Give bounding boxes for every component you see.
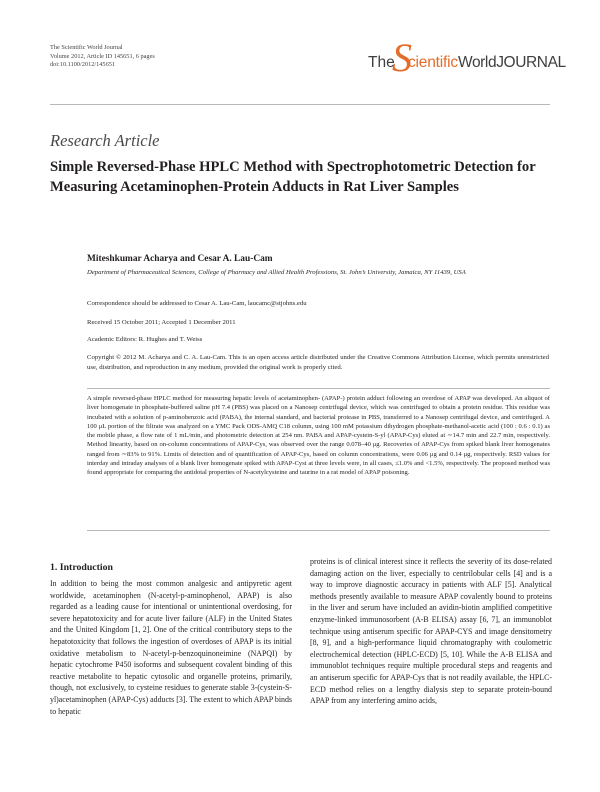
- journal-name: The Scientific World Journal: [50, 44, 123, 51]
- abstract-top-divider: [87, 388, 550, 389]
- section-title: 1. Introduction: [50, 562, 113, 573]
- copyright: Copyright © 2012 M. Acharya and C. A. Lau-Cam. This is an open access article distributed under the Creative Commons Attribution License, which permits unrestricted use, distribution, and reproduction in any medium, provided the original work is properly cited.: [87, 354, 549, 371]
- abstract-bottom-divider: [87, 530, 550, 531]
- journal-doi: doi:10.1100/2012/145651: [50, 61, 116, 69]
- correspondence: Correspondence should be addressed to Cesar A. Lau-Cam, laucamc@stjohns.edu: [87, 300, 307, 307]
- introduction-column-1: In addition to being the most common analgesic and antipyretic agent worldwide, acetaminophen (N-acetyl-p-aminophenol, APAP) is also regarded as a leading cause for intentional or unintentional overdosing, for severe hepatotoxicity and for acute liver failure (ALF) in the United States and the United Kingdom [1, 2]. One of the critical contributory steps to the hepatotoxicity that follows the ingestion of overdoses of APAP is its initial oxidative metabolism to N-acetyl-p-benzoquinoneimine (NAPQI) by hepatic cytochrome P450 isoforms and subsequent covalent binding of this reactive metabolite to hepatic cytosolic and organelle proteins, primarily, though, not exclusively, to cysteine residues to generate stable 3-(cystein-S-yl)acetaminophen (APAP-Cys) adducts [3]. The extent to which APAP binds to hepatic: [50, 579, 292, 716]
- header-divider: [50, 104, 550, 105]
- introduction-column-2: proteins is of clinical interest since it reflects the severity of its dose-related damaging action on the liver, especially to centrilobular cells [4] and is a way to improve diagnostic accuracy in patients with ALF [5]. Analytical methods presently available to measure APAP covalently bound to proteins in the liver and serum have included an avidin-biotin amplified competitive enzyme-linked immunosorbent (A-B ELISA) assay [6, 7], an immunoblot technique using antiserum specific for APAP-CYS and image densitometry [8, 9], and a high-performance liquid chromatography with coulometric electrochemical detection (HPLC-ECD) [5, 10]. While the A-B ELISA and immunoblot techniques require multiple procedural steps and reagents and an antiserum specific for APAP-Cys that is not readily available, the HPLC-ECD method relies on a lengthy dialysis step to separate protein-bound APAP from any interfering amino acids,: [310, 557, 552, 706]
- received-dates: Received 15 October 2011; Accepted 1 December 2011: [87, 319, 236, 326]
- article-type: Research Article: [50, 131, 160, 150]
- logo-s: S: [392, 35, 412, 80]
- logo-the: The: [368, 54, 395, 71]
- paper-title: Simple Reversed-Phase HPLC Method with Spectrophotometric Detection for Measuring Acetaminophen-Protein Adducts in Rat Liver Samples: [50, 159, 536, 195]
- abstract: A simple reversed-phase HPLC method for measuring hepatic levels of acetaminophen- (APAP-) protein adduct following an overdose of APAP was developed. An aliquot of liver homogenate in phosphate-buffered saline pH 7.4 (PBS) was placed on a Nanosep centrifugal device, which was centrifuged to obtain a protein residue. This residue was incubated with a solution of p-aminobenzoic acid (PABA), the internal standard, and bacterial protease in PBS, transferred to a Nanosep centrifugal device, and centrifuged. A 100 μL portion of the filtrate was analyzed on a YMC Pack ODS-AMQ C18 column, using 100 mM potassium dihydrogen phosphate-methanol-acetic acid (100 : 0.6 : 0.1) as the mobile phase, a flow rate of 1 mL/min, and photometric detection at 254 nm. PABA and APAP-cystein-S-yl (APAP-Cys) eluted at ∼14.7 min and 22.7 min, respectively. Method linearity, based on on-column concentrations of APAP-Cys, was observed over the range 0.078–40 μg. Recoveries of APAP-Cys from spiked blank liver homogenates ranged from ∼83% to 91%. Limits of detection and of quantification of APAP-Cys, based on column concentrations, were 0.06 μg and 0.14 μg, respectively. RSD values for interday and intraday analyses of a blank liver homogenate spiked with APAP-Cyst at three levels were, in all cases, ≤1.0% and <1.5%, respectively. The proposed method was found appropriate for comparing the antidotal properties of N-acetylcysteine and taurine in a rat model of APAP poisoning.: [87, 395, 550, 477]
- authors: Miteshkumar Acharya and Cesar A. Lau-Cam: [87, 254, 273, 264]
- logo-world-journal: WorldJOURNAL: [458, 54, 566, 71]
- journal-logo: [368, 35, 566, 80]
- journal-volume: Volume 2012, Article ID 145651, 6 pages: [50, 52, 155, 60]
- logo-cientific: cientific: [408, 54, 458, 71]
- journal-meta: [50, 44, 155, 70]
- affiliation: Department of Pharmaceutical Sciences, College of Pharmacy and Allied Health Professions, St. John’s University, Jamaica, NY 11439, USA: [87, 269, 466, 276]
- academic-editors: Academic Editors: R. Hughes and T. Weiss: [87, 336, 203, 343]
